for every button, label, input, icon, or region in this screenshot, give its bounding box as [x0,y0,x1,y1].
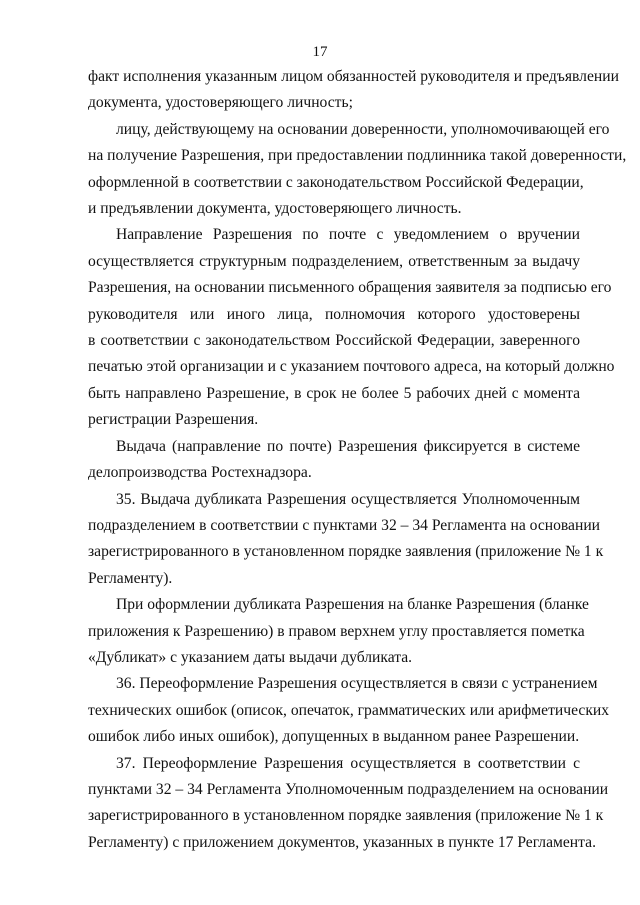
paragraph [88,222,615,433]
document-body [88,64,627,856]
paragraph-line: Регламенту). [88,569,173,587]
paragraph-line: на получение Разрешения, при предоставлении подлинника такой доверенности, [88,147,627,165]
paragraph-line: Разрешения, на основании письменного обращения заявителя за подписью его [88,279,612,297]
paragraph [88,592,589,671]
paragraph-line: руководителя или иного лица, полномочия которого удостоверены [88,305,580,323]
paragraph-line: Направление Разрешения по почте с уведомлением о вручении [116,226,580,244]
paragraph-line: 37. Переоформление Разрешения осуществляется в соответствии с [116,754,580,772]
paragraph-line: Регламенту) с приложением документов, указанных в пункте 17 Регламента. [88,833,596,851]
paragraph [88,671,610,750]
paragraph [88,434,580,487]
paragraph-line: делопроизводства Ростехнадзора. [88,464,312,482]
paragraph [88,751,609,857]
paragraph-line: документа, удостоверяющего личность; [88,94,353,112]
paragraph-line: печатью этой организации и с указанием почтового адреса, на который должно [88,358,615,376]
paragraph-line: технических ошибок (описок, опечаток, грамматических или арифметических [88,701,610,719]
paragraph-line: подразделением в соответствии с пунктами 32 – 34 Регламента на основании [88,516,601,534]
paragraph-line: зарегистрированного в установленном порядке заявления (приложение № 1 к [88,807,604,825]
paragraph-line: ошибок либо иных ошибок), допущенных в выданном ранее Разрешении. [88,728,580,746]
paragraph-line: При оформлении дубликата Разрешения на бланке Разрешения (бланке [116,596,589,614]
paragraph-line: «Дубликат» с указанием даты выдачи дубликата. [88,648,413,666]
paragraph-line: факт исполнения указанным лицом обязанностей руководителя и предъявлении [88,68,619,85]
paragraph-line: пунктами 32 – 34 Регламента Уполномоченным подразделением на основании [88,780,609,798]
paragraph-line: Выдача (направление по почте) Разрешения фиксируется в системе [116,437,580,455]
paragraph [88,64,619,117]
paragraph-line: осуществляется структурным подразделением, ответственным за выдачу [88,252,580,270]
paragraph [88,487,604,593]
page-number: 17 [312,44,328,60]
paragraph-line: лицу, действующему на основании доверенности, уполномочивающей его [116,120,610,138]
paragraph-line: быть направлено Разрешение, в срок не более 5 рабочих дней с момента [88,384,580,402]
paragraph [88,117,627,223]
paragraph-line: 35. Выдача дубликата Разрешения осуществляется Уполномоченным [116,490,580,508]
paragraph-line: и предъявлении документа, удостоверяющего личность. [88,200,462,218]
paragraph-line: 36. Переоформление Разрешения осуществляется в связи с устранением [116,675,598,693]
paragraph-line: оформленной в соответствии с законодательством Российской Федерации, [88,173,584,191]
paragraph-line: регистрации Разрешения. [88,411,259,429]
paragraph-line: в соответствии с законодательством Российской Федерации, заверенного [88,332,580,350]
paragraph-line: зарегистрированного в установленном порядке заявления (приложение № 1 к [88,543,604,561]
paragraph-line: приложения к Разрешению) в правом верхнем углу проставляется пометка [88,622,585,640]
